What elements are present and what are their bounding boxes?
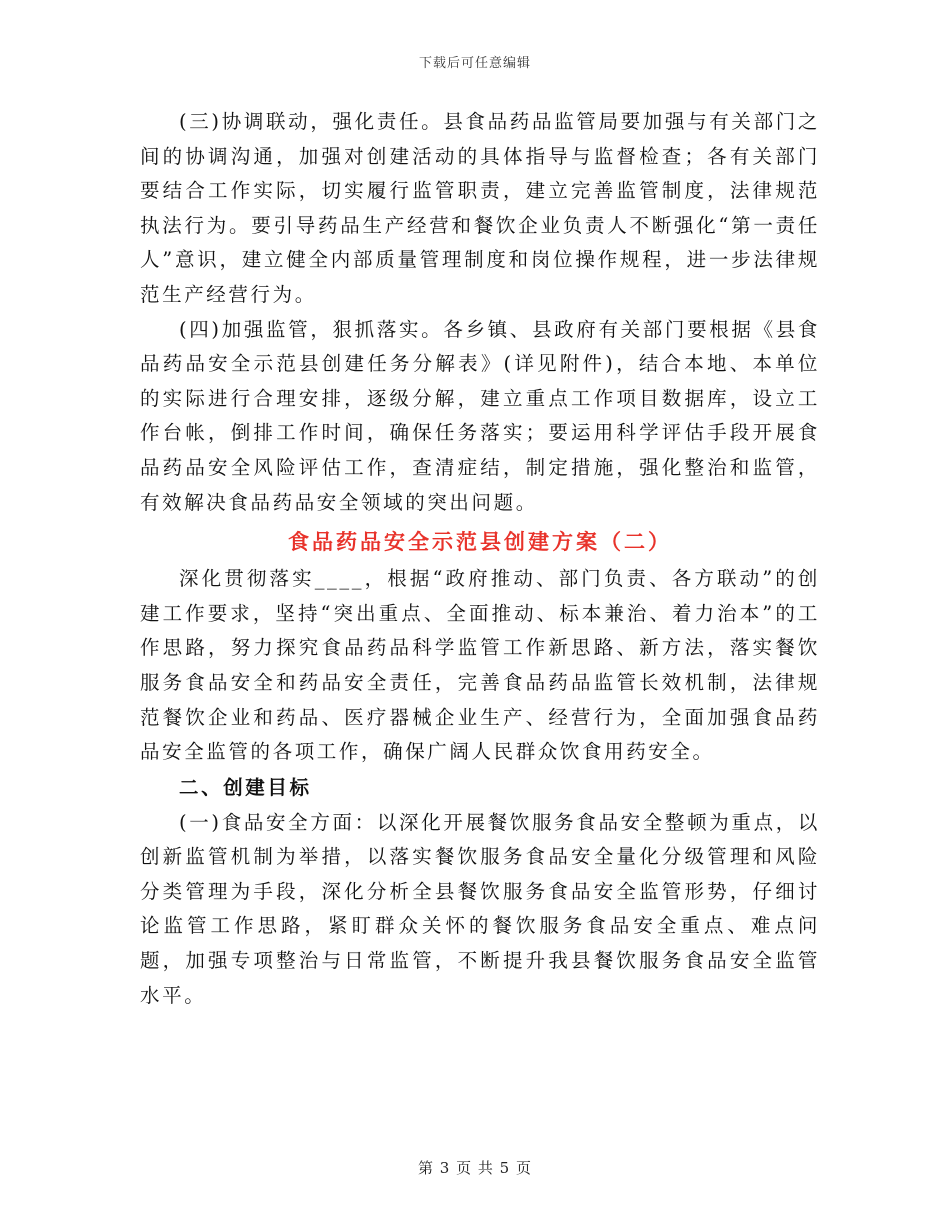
section-title: 食品药品安全示范县创建方案（二） (288, 530, 672, 555)
page-number: 第 3 页 共 5 页 (418, 1159, 532, 1177)
paragraph-food-safety-goal: (一)食品安全方面：以深化开展餐饮服务食品安全整顿为重点，以创新监管机制为举措，以落实餐饮服务食品安全量化分级管理和风险分类管理为手段，深化分析全县餐饮服务食品安全监管形势，仔细讨论监管工作思路，紧盯群众关怀的餐饮服务食品安全重点、难点问题，加强专项整治与日常监管，不断提升我县餐饮服务食品安全监管水平。 (140, 810, 820, 1007)
document-body (140, 105, 820, 1013)
paragraph-supervision: (四)加强监管，狠抓落实。各乡镇、县政府有关部门要根据《县食品药品安全示范县创建任务分解表》(详见附件)，结合本地、本单位的实际进行合理安排，逐级分解，建立重点工作项目数据库，设立工作台帐，倒排工作时间，确保任务落实；要运用科学评估手段开展食品药品安全风险评估工作，查清症结，制定措施，强化整治和监管，有效解决食品药品安全领域的突出问题。 (140, 317, 820, 514)
paragraph-intro: 深化贯彻落实____，根据“政府推动、部门负责、各方联动”的创建工作要求，坚持“突出重点、全面推动、标本兼治、着力治本”的工作思路，努力探究食品药品科学监管工作新思路、新方法，落实餐饮服务食品安全和药品安全责任，完善食品药品监管长效机制，法律规范餐饮企业和药品、医疗器械企业生产、经营行为，全面加强食品药品安全监管的各项工作，确保广阔人民群众饮食用药安全。 (140, 567, 820, 764)
subheading-goals: 二、创建目标 (179, 775, 312, 799)
paragraph-coordination: (三)协调联动，强化责任。县食品药品监管局要加强与有关部门之间的协调沟通，加强对创建活动的具体指导与监督检查；各有关部门要结合工作实际，切实履行监管职责，建立完善监管制度，法律规范执法行为。要引导药品生产经营和餐饮企业负责人不断强化“第一责任人”意识，建立健全内部质量管理制度和岗位操作规程，进一步法律规范生产经营行为。 (140, 110, 820, 306)
page-header: 下载后可任意编辑 (418, 56, 531, 71)
